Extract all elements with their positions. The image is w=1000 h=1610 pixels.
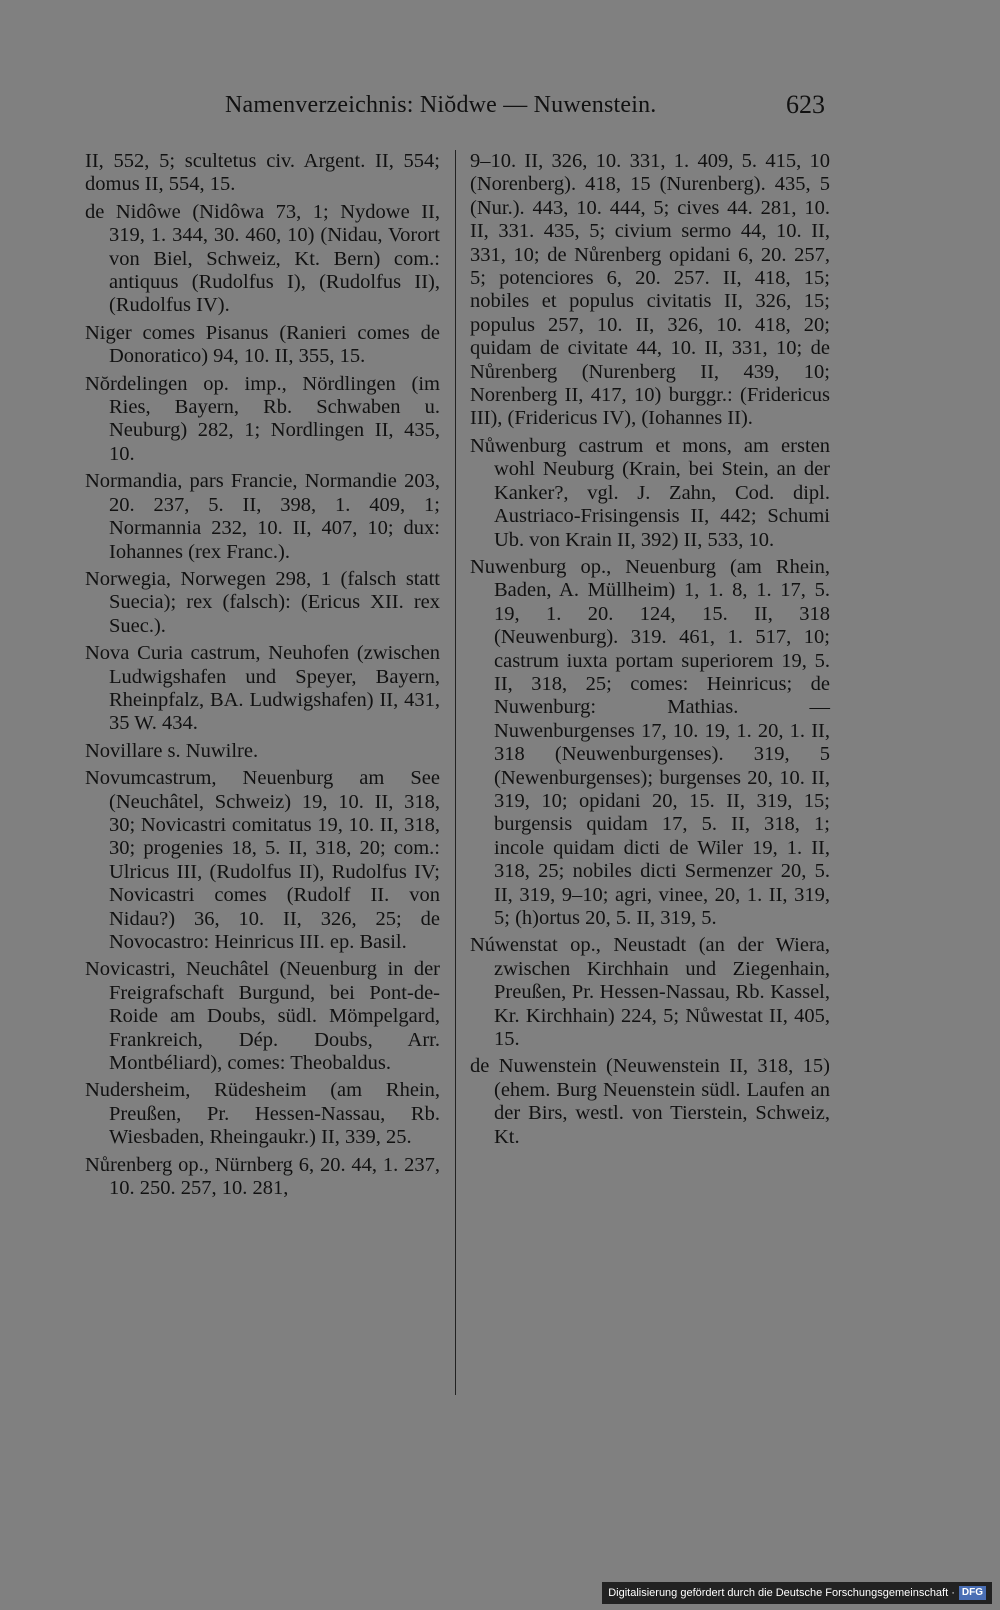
index-entry: Nůwenburg castrum et mons, am ersten wohl Neuburg (Krain, bei Stein, an der Kanker?, vgl. J. Zahn, Cod. dipl. Austriaco-Frisingensis II, 442; Schumi Ub. von Krain II, 392) II, 533, 10. (470, 434, 830, 551)
index-entry: de Nidôwe (Nidôwa 73, 1; Nydowe II, 319, 1. 344, 30. 460, 10) (Nidau, Vorort von Biel, Schweiz, Kt. Bern) com.: antiquus (Rudolfus I), (Rudolfus II), (Rudolfus IV). (85, 200, 440, 317)
index-entry: Nuwenburg op., Neuenburg (am Rhein, Baden, A. Müllheim) 1, 1. 8, 1. 17, 5. 19, 1. 20. 124, 15. II, 318 (Neuwenburg). 319. 461, 1. 517, 10; castrum iuxta portam superiorem 19, 5. II, 318, 25; comes: Heinricus; de Nuwenburg: Mathias. — Nuwenburgenses 17, 10. 19, 1. 20, 1. II, 318 (Neuwenburgenses). 319, 5 (Newenburgenses); burgenses 20, 10. II, 319, 10; opidani 20, 15. II, 319, 15; burgensis quidam 17, 5. II, 318, 1; incole quidam dicti de Wiler 19, 1. II, 318, 25; nobiles dicti Sermenzer 20, 5. II, 319, 9–10; agri, vinee, 20, 1. II, 319, 5; (h)ortus 20, 5. II, 319, 5. (470, 555, 830, 929)
dfg-logo-icon: DFG (959, 1586, 986, 1600)
index-entry: Nova Curia castrum, Neuhofen (zwischen Ludwigshafen und Speyer, Bayern, Rheinpfalz, BA. Ludwigshafen) II, 431, 35 W. 434. (85, 642, 440, 735)
left-column (85, 150, 440, 1204)
credit-text: Digitalisierung gefördert durch die Deutsche Forschungsgemeinschaft · (608, 1587, 955, 1599)
index-entry: Normandia, pars Francie, Normandie 203, 20. 237, 5. II, 398, 1. 409, 1; Normannia 232, 10. II, 407, 10; dux: Iohannes (rex Franc.). (85, 470, 440, 563)
index-entry: Novicastri, Neuchâtel (Neuenburg in der Freigrafschaft Burgund, bei Pont-de-Roide am Doubs, südl. Mömpelgard, Frankreich, Dép. Doubs, Arr. Montbéliard), comes: Theobaldus. (85, 958, 440, 1075)
index-entry: Norwegia, Norwegen 298, 1 (falsch statt Suecia); rex (falsch): (Ericus XII. rex Suec.). (85, 567, 440, 637)
index-entry: Núwenstat op., Neustadt (an der Wiera, zwischen Kirchhain und Ziegenhain, Preußen, Pr. Hessen-Nassau, Rb. Kassel, Kr. Kirchhain) 224, 5; Nůwestat II, 405, 15. (470, 934, 830, 1051)
right-column (470, 150, 830, 1153)
index-entry: Nŏrdelingen op. imp., Nördlingen (im Ries, Bayern, Rb. Schwaben u. Neuburg) 282, 1; Nordlingen II, 435, 10. (85, 372, 440, 465)
index-entry: Nudersheim, Rüdesheim (am Rhein, Preußen, Pr. Hessen-Nassau, Rb. Wiesbaden, Rheingaukr.) II, 339, 25. (85, 1079, 440, 1149)
index-entry: Nůrenberg op., Nürnberg 6, 20. 44, 1. 237, 10. 250. 257, 10. 281, (85, 1153, 440, 1200)
index-entry: 9–10. II, 326, 10. 331, 1. 409, 5. 415, 10 (Norenberg). 418, 15 (Nurenberg). 435, 5 (Nur.). 443, 10. 444, 5; cives 44. 281, 10. II, 331. 435, 5; civium sermo 44, 10. II, 331, 10; de Nůrenberg opidani 6, 20. 257, 5; potenciores 6, 20. 257. II, 418, 15; nobiles et populus civitatis II, 326, 15; populus 257, 10. II, 326, 10. 418, 20; quidam de civitate 44, 10. II, 331, 10; de Nůrenberg (Nurenberg II, 439, 10; Norenberg II, 417, 10) burggr.: (Fridericus III), (Fridericus IV), (Iohannes II). (470, 150, 830, 430)
index-entry: Niger comes Pisanus (Ranieri comes de Donoratico) 94, 10. II, 355, 15. (85, 321, 440, 368)
index-entry: Novumcastrum, Neuenburg am See (Neuchâtel, Schweiz) 19, 10. II, 318, 30; Novicastri comitatus 19, 10. II, 318, 30; progenies 18, 5. II, 318, 20; com.: Ulricus III, (Rudolfus II), Rudolfus IV; Novicastri comes (Rudolf II. von Nidau?) 36, 10. II, 326, 25; de Novocastro: Heinricus III. ep. Basil. (85, 767, 440, 953)
page-number: 623 (786, 90, 825, 119)
running-header (80, 88, 825, 128)
digitization-credit (602, 1582, 992, 1604)
index-entry: Novillare s. Nuwilre. (85, 739, 259, 762)
index-entry: II, 552, 5; scultetus civ. Argent. II, 554; domus II, 554, 15. (85, 150, 440, 196)
column-divider (455, 150, 456, 1395)
header-title: Namenverzeichnis: Niŏdwe — Nuwenstein. (225, 92, 657, 118)
index-entry: de Nuwenstein (Neuwenstein II, 318, 15) (ehem. Burg Neuenstein südl. Laufen an der Birs, westl. von Tierstein, Schweiz, Kt. (470, 1055, 830, 1148)
